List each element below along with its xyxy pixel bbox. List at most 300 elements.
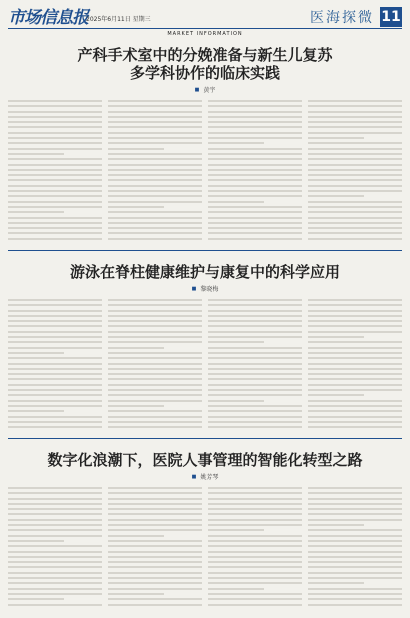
- text-line: [8, 310, 102, 312]
- text-line: [308, 336, 364, 338]
- text-line: [308, 545, 402, 547]
- text-line: [208, 492, 302, 494]
- masthead: [8, 4, 402, 29]
- text-line: [8, 572, 102, 574]
- text-line: [308, 320, 402, 322]
- divider: [8, 250, 402, 251]
- author-name: 黄宇: [203, 87, 216, 94]
- text-line: [8, 352, 64, 354]
- text-line: [108, 421, 202, 423]
- text-line: [208, 325, 302, 327]
- text-line: [8, 304, 102, 306]
- text-line: [308, 217, 402, 219]
- text-line: [108, 105, 202, 107]
- text-column: [8, 100, 102, 243]
- text-line: [208, 227, 302, 229]
- text-line: [308, 100, 402, 102]
- text-line: [8, 201, 102, 203]
- text-line: [108, 378, 202, 380]
- text-line: [8, 137, 102, 139]
- text-line: [8, 368, 102, 370]
- text-line: [8, 347, 102, 349]
- text-line: [8, 331, 102, 333]
- text-line: [108, 405, 164, 407]
- text-line: [308, 556, 402, 558]
- text-line: [108, 535, 164, 537]
- text-line: [308, 529, 402, 531]
- text-line: [8, 169, 102, 171]
- body-columns: [8, 487, 402, 609]
- text-line: [8, 598, 64, 600]
- text-line: [308, 551, 402, 553]
- text-line: [8, 325, 102, 327]
- text-line: [208, 315, 302, 317]
- text-line: [308, 421, 402, 423]
- text-line: [308, 598, 402, 600]
- text-line: [208, 232, 302, 234]
- text-line: [108, 357, 202, 359]
- text-line: [8, 153, 64, 155]
- text-line: [8, 604, 102, 606]
- text-line: [208, 331, 302, 333]
- author-name: 黎晓梅: [200, 286, 219, 293]
- text-line: [8, 315, 102, 317]
- text-line: [8, 164, 102, 166]
- text-line: [308, 508, 402, 510]
- text-line: [208, 604, 302, 606]
- text-line: [108, 588, 202, 590]
- text-line: [108, 336, 202, 338]
- text-line: [208, 410, 302, 412]
- text-line: [108, 185, 202, 187]
- text-line: [8, 556, 102, 558]
- text-line: [8, 158, 102, 160]
- text-line: [108, 304, 202, 306]
- text-line: [308, 604, 402, 606]
- page-number: 11: [381, 9, 401, 25]
- text-line: [8, 373, 102, 375]
- text-line: [208, 341, 264, 343]
- text-line: [108, 604, 202, 606]
- text-line: [208, 593, 302, 595]
- text-line: [208, 519, 302, 521]
- text-line: [8, 299, 102, 301]
- text-column: [108, 299, 202, 431]
- text-line: [8, 545, 102, 547]
- text-line: [208, 389, 302, 391]
- text-line: [8, 405, 102, 407]
- text-line: [108, 164, 202, 166]
- text-column: [208, 487, 302, 609]
- text-line: [8, 566, 102, 568]
- text-line: [108, 566, 202, 568]
- text-line: [208, 426, 302, 428]
- text-line: [8, 121, 102, 123]
- text-line: [308, 132, 402, 134]
- text-line: [308, 121, 402, 123]
- text-line: [308, 400, 402, 402]
- text-line: [108, 331, 202, 333]
- text-line: [108, 190, 202, 192]
- text-line: [208, 384, 302, 386]
- text-line: [108, 222, 202, 224]
- text-line: [208, 545, 302, 547]
- text-line: [108, 551, 202, 553]
- text-line: [8, 529, 102, 531]
- text-line: [108, 158, 202, 160]
- text-line: [8, 185, 102, 187]
- text-line: [208, 357, 302, 359]
- text-line: [108, 384, 202, 386]
- text-line: [308, 315, 402, 317]
- text-line: [308, 179, 402, 181]
- text-line: [308, 325, 402, 327]
- text-line: [8, 320, 102, 322]
- byline: [8, 472, 402, 481]
- text-line: [208, 503, 302, 505]
- text-line: [208, 336, 302, 338]
- text-line: [108, 121, 202, 123]
- text-line: [108, 299, 202, 301]
- text-line: [8, 174, 102, 176]
- text-line: [308, 126, 402, 128]
- text-column: [308, 299, 402, 431]
- text-line: [308, 378, 402, 380]
- text-line: [108, 142, 202, 144]
- text-line: [8, 232, 102, 234]
- text-line: [8, 400, 102, 402]
- text-line: [8, 148, 102, 150]
- text-line: [308, 190, 402, 192]
- text-line: [208, 132, 302, 134]
- text-line: [108, 598, 202, 600]
- text-line: [108, 153, 202, 155]
- text-line: [8, 336, 102, 338]
- text-line: [108, 227, 202, 229]
- text-line: [208, 153, 302, 155]
- text-line: [308, 352, 402, 354]
- text-line: [8, 582, 102, 584]
- text-line: [208, 148, 302, 150]
- edition-label: MARKET INFORMATION: [167, 31, 243, 37]
- text-line: [308, 211, 402, 213]
- text-line: [8, 190, 102, 192]
- text-line: [108, 100, 202, 102]
- text-line: [208, 577, 302, 579]
- text-line: [108, 310, 202, 312]
- text-line: [108, 545, 202, 547]
- text-line: [208, 363, 302, 365]
- text-line: [108, 179, 202, 181]
- article-headline: [8, 263, 402, 281]
- text-line: [208, 116, 302, 118]
- text-line: [208, 206, 302, 208]
- text-line: [8, 394, 102, 396]
- text-line: [208, 561, 302, 563]
- text-column: [308, 487, 402, 609]
- text-line: [208, 185, 302, 187]
- text-line: [8, 384, 102, 386]
- text-line: [108, 577, 202, 579]
- text-line: [8, 217, 102, 219]
- text-line: [308, 238, 402, 240]
- body-columns: [8, 100, 402, 243]
- section-name: 医海探微: [310, 10, 374, 26]
- text-line: [8, 426, 102, 428]
- text-line: [8, 142, 102, 144]
- text-line: [108, 540, 202, 542]
- text-line: [308, 148, 402, 150]
- text-line: [108, 217, 202, 219]
- text-line: [108, 111, 202, 113]
- text-line: [8, 551, 102, 553]
- text-line: [208, 405, 302, 407]
- text-line: [308, 299, 402, 301]
- text-line: [8, 227, 102, 229]
- text-line: [108, 148, 164, 150]
- text-line: [208, 556, 302, 558]
- text-line: [8, 211, 64, 213]
- text-column: [8, 487, 102, 609]
- text-line: [8, 378, 102, 380]
- text-line: [308, 164, 402, 166]
- text-line: [108, 492, 202, 494]
- text-line: [8, 416, 102, 418]
- text-line: [308, 389, 402, 391]
- text-line: [108, 524, 202, 526]
- text-line: [8, 498, 102, 500]
- text-line: [108, 519, 202, 521]
- text-line: [8, 357, 102, 359]
- headline-line: 游泳在脊柱健康维护与康复中的科学应用: [69, 263, 340, 281]
- text-line: [108, 513, 202, 515]
- text-line: [8, 105, 102, 107]
- text-line: [8, 577, 102, 579]
- text-line: [208, 169, 302, 171]
- text-line: [8, 111, 102, 113]
- text-line: [308, 222, 402, 224]
- text-line: [108, 394, 202, 396]
- text-line: [308, 111, 402, 113]
- text-line: [108, 373, 202, 375]
- text-line: [8, 588, 102, 590]
- text-line: [208, 588, 264, 590]
- text-line: [108, 232, 202, 234]
- text-line: [108, 126, 202, 128]
- text-line: [8, 561, 102, 563]
- article-swimming-spine: [8, 250, 402, 436]
- text-line: [208, 190, 302, 192]
- dateline: 2025年6月11日 星期三: [86, 16, 151, 23]
- text-line: [108, 572, 202, 574]
- text-line: [108, 137, 202, 139]
- text-line: [308, 142, 402, 144]
- text-line: [208, 572, 302, 574]
- text-line: [8, 195, 102, 197]
- text-line: [108, 508, 202, 510]
- text-line: [208, 524, 302, 526]
- text-line: [208, 498, 302, 500]
- text-line: [108, 561, 202, 563]
- text-line: [308, 158, 402, 160]
- text-line: [208, 238, 302, 240]
- text-line: [208, 121, 302, 123]
- text-line: [208, 111, 302, 113]
- text-line: [208, 164, 302, 166]
- text-line: [208, 540, 302, 542]
- text-column: [8, 299, 102, 431]
- author-name: 姚芳琴: [200, 474, 219, 481]
- text-line: [208, 378, 302, 380]
- text-line: [308, 566, 402, 568]
- text-line: [308, 513, 402, 515]
- text-line: [308, 498, 402, 500]
- text-line: [8, 593, 102, 595]
- text-line: [208, 487, 302, 489]
- article-headline: [8, 451, 402, 469]
- text-line: [308, 572, 402, 574]
- text-line: [208, 222, 302, 224]
- text-line: [308, 105, 402, 107]
- text-line: [308, 524, 364, 526]
- text-line: [308, 384, 402, 386]
- text-line: [108, 341, 202, 343]
- text-line: [208, 299, 302, 301]
- text-line: [8, 535, 102, 537]
- text-line: [8, 126, 102, 128]
- text-line: [108, 556, 202, 558]
- text-line: [208, 551, 302, 553]
- text-line: [108, 315, 202, 317]
- text-line: [308, 503, 402, 505]
- text-line: [208, 508, 302, 510]
- text-line: [8, 222, 102, 224]
- body-columns: [8, 299, 402, 431]
- text-line: [308, 201, 402, 203]
- byline-square-icon: ■: [191, 285, 197, 292]
- text-line: [108, 116, 202, 118]
- text-line: [108, 363, 202, 365]
- text-line: [208, 513, 302, 515]
- text-line: [308, 593, 402, 595]
- text-line: [208, 137, 302, 139]
- text-line: [8, 100, 102, 102]
- text-line: [8, 206, 102, 208]
- text-line: [208, 582, 302, 584]
- text-line: [308, 535, 402, 537]
- text-line: [8, 238, 102, 240]
- text-column: [208, 100, 302, 243]
- text-line: [108, 498, 202, 500]
- text-line: [308, 304, 402, 306]
- text-line: [208, 416, 302, 418]
- text-line: [308, 426, 402, 428]
- newspaper-logo: 市场信息报: [8, 8, 88, 28]
- text-line: [308, 232, 402, 234]
- text-line: [208, 598, 302, 600]
- byline: [8, 284, 402, 293]
- text-line: [308, 185, 402, 187]
- text-line: [8, 410, 64, 412]
- text-line: [108, 320, 202, 322]
- article-headline: [8, 46, 402, 82]
- headline-line: 多学科协作的临床实践: [129, 64, 280, 82]
- text-line: [208, 158, 302, 160]
- text-line: [108, 368, 202, 370]
- text-line: [308, 310, 402, 312]
- text-line: [208, 394, 302, 396]
- text-line: [108, 206, 164, 208]
- text-line: [208, 211, 302, 213]
- headline-line: 产科手术室中的分娩准备与新生儿复苏: [77, 46, 333, 64]
- text-line: [208, 174, 302, 176]
- text-line: [308, 487, 402, 489]
- text-line: [208, 179, 302, 181]
- text-line: [308, 416, 402, 418]
- text-line: [308, 227, 402, 229]
- text-line: [308, 206, 402, 208]
- article-hr-digital: [8, 438, 402, 616]
- text-line: [308, 519, 402, 521]
- text-line: [8, 519, 102, 521]
- text-line: [308, 116, 402, 118]
- text-line: [308, 341, 402, 343]
- text-column: [308, 100, 402, 243]
- text-line: [308, 561, 402, 563]
- section-tag: [310, 7, 402, 27]
- text-line: [108, 174, 202, 176]
- text-line: [8, 116, 102, 118]
- text-line: [108, 238, 202, 240]
- text-line: [208, 535, 302, 537]
- text-line: [108, 195, 202, 197]
- byline-square-icon: ■: [194, 86, 200, 93]
- text-line: [308, 169, 402, 171]
- text-line: [308, 582, 364, 584]
- text-line: [308, 153, 402, 155]
- divider: [8, 438, 402, 439]
- text-column: [108, 100, 202, 243]
- text-line: [308, 540, 402, 542]
- text-line: [208, 217, 302, 219]
- text-line: [208, 304, 302, 306]
- text-line: [308, 405, 402, 407]
- byline: [8, 85, 402, 94]
- text-line: [208, 373, 302, 375]
- byline-square-icon: ■: [191, 473, 197, 480]
- text-line: [108, 352, 202, 354]
- text-line: [308, 357, 402, 359]
- text-line: [308, 588, 402, 590]
- text-line: [108, 325, 202, 327]
- text-line: [208, 142, 264, 144]
- text-line: [108, 347, 164, 349]
- text-line: [308, 577, 402, 579]
- text-line: [8, 487, 102, 489]
- text-line: [208, 347, 302, 349]
- text-line: [108, 400, 202, 402]
- text-line: [108, 582, 202, 584]
- text-line: [108, 593, 164, 595]
- text-line: [208, 100, 302, 102]
- text-line: [308, 347, 402, 349]
- text-line: [208, 105, 302, 107]
- text-line: [208, 421, 302, 423]
- text-line: [8, 179, 102, 181]
- text-line: [8, 389, 102, 391]
- text-line: [208, 529, 264, 531]
- text-line: [208, 352, 302, 354]
